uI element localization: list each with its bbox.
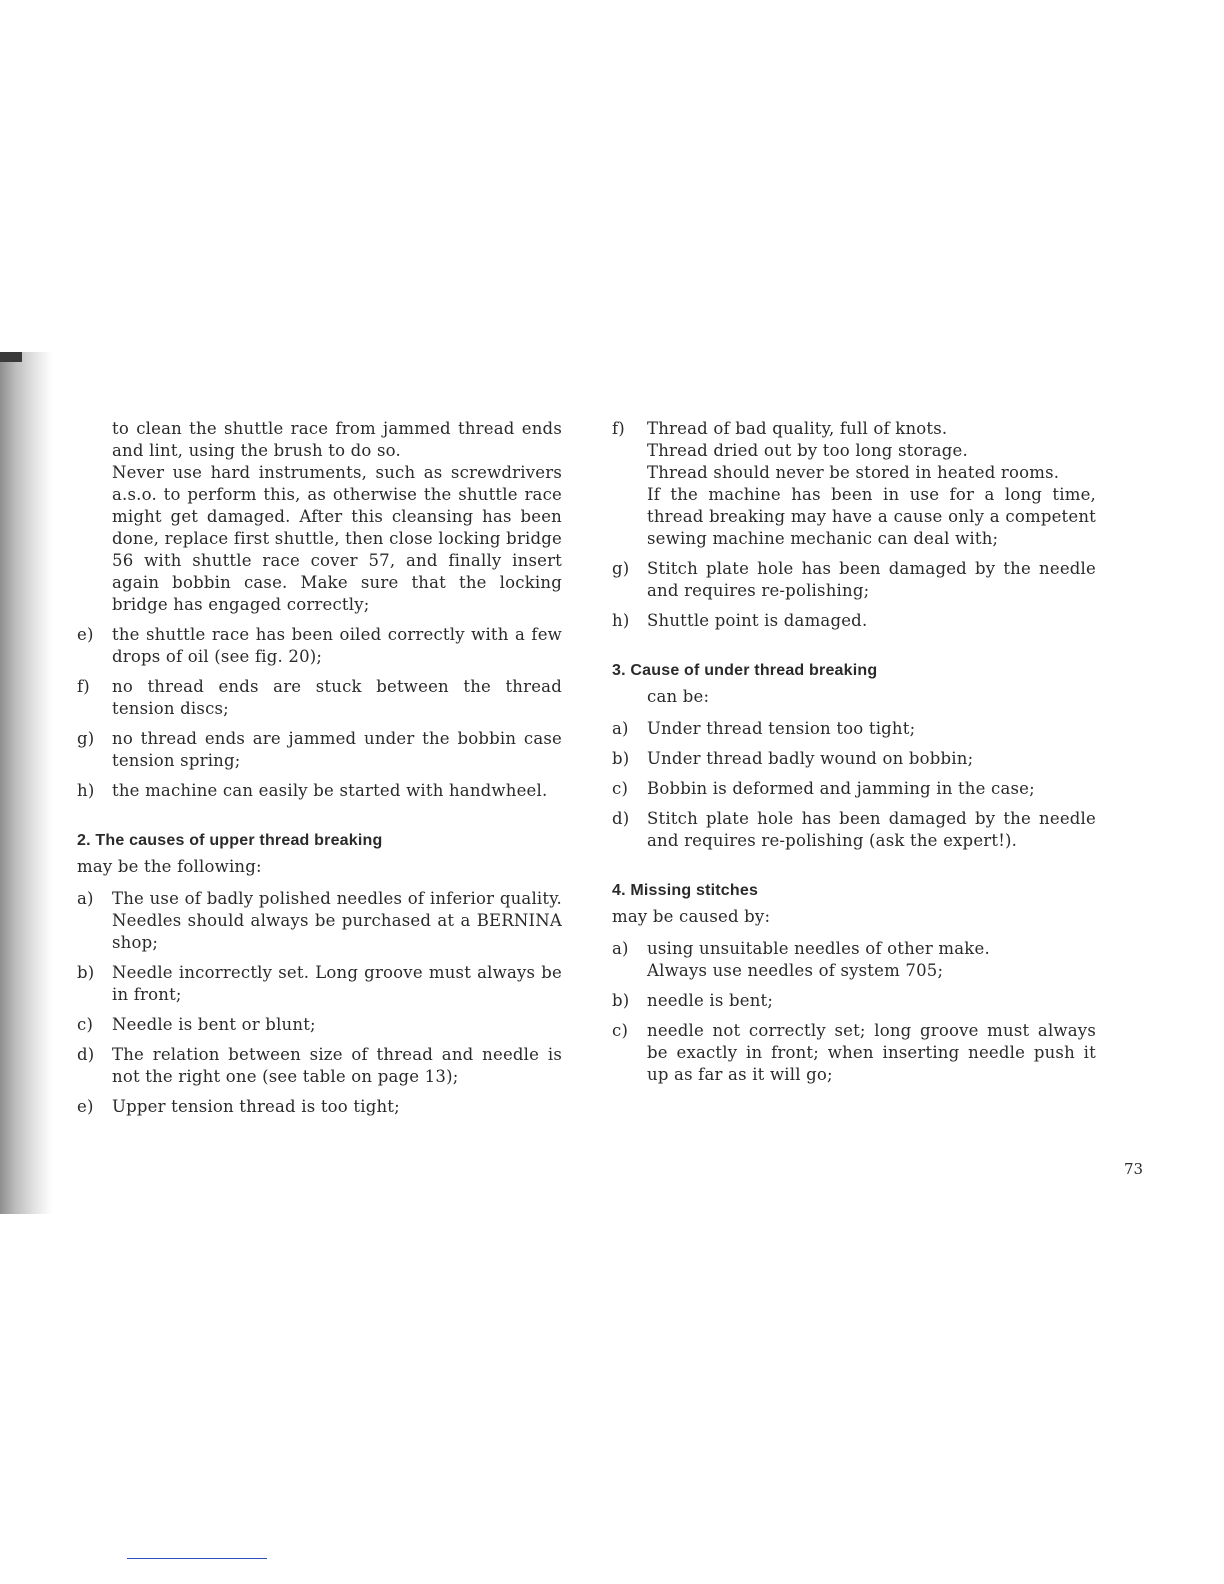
list-text-line: Thread of bad quality, full of knots. [647,419,948,438]
list-item-c [612,1020,1096,1086]
footer-rule [127,1558,267,1559]
list-text: Needle incorrectly set. Long groove must always be in front; [112,963,562,1004]
page-spine-shadow [0,352,52,1214]
list-marker: f) [612,419,625,438]
list-item-a [612,718,1096,740]
list-text: The use of badly polished needles of inferior quality. Needles should always be purchased at a BERNINA shop; [112,889,562,952]
list-text-line: using unsuitable needles of other make. [647,939,990,958]
list-marker: d) [77,1045,95,1064]
list-marker: c) [612,779,629,798]
list-text: needle is bent; [647,991,774,1010]
list-marker: c) [77,1015,94,1034]
list-text: Stitch plate hole has been damaged by the needle and requires re-polishing; [647,559,1096,600]
list-text: Upper tension thread is too tight; [112,1097,400,1116]
list-text: needle not correctly set; long groove must always be exactly in front; when inserting needle push it up as far as it will go; [647,1021,1096,1084]
list-item-d [77,1044,562,1088]
list-item-f [612,418,1096,550]
list-text [647,418,1096,550]
list-item-g [612,558,1096,602]
section-heading-under-thread: 3. Cause of under thread breaking [612,662,878,679]
list-text-line: If the machine has been in use for a long time, thread breaking may have a cause only a competent sewing machine mechanic can deal with; [647,485,1096,548]
list-item-c [77,1014,562,1036]
list-text: Shuttle point is damaged. [647,611,868,630]
section-intro: can be: [647,687,710,706]
continuation-paragraph-1: to clean the shuttle race from jammed thread ends and lint, using the brush to do so. [112,419,562,460]
continuation-paragraph-2: Never use hard instruments, such as screwdrivers a.s.o. to perform this, as otherwise the shuttle race might get damaged. After this cleansing has been done, replace first shuttle, then close locking bridge 56 with shuttle race cover 57, and finally insert again bobbin case. Make sure that the locking bridge has engaged correctly; [112,463,562,614]
list-item-e [77,1096,562,1118]
list-item-d [612,808,1096,852]
list-text [647,938,1096,982]
list-item-b [77,962,562,1006]
list-marker: b) [612,749,630,768]
list-text-line: Always use needles of system 705; [647,961,944,980]
list-text: Under thread tension too tight; [647,719,916,738]
section-heading-missing-stitches: 4. Missing stitches [612,882,759,899]
list-item-f [77,676,562,720]
list-marker: b) [612,991,630,1010]
left-column [77,418,562,1126]
list-item-b [612,748,1096,770]
list-text-line: Thread should never be stored in heated rooms. [647,463,1060,482]
section-intro: may be the following: [77,857,262,876]
list-marker: e) [77,625,94,644]
list-marker: h) [77,781,95,800]
list-item-h [612,610,1096,632]
list-marker: g) [612,559,630,578]
spine-notch [0,352,22,362]
list-text: Bobbin is deformed and jamming in the case; [647,779,1035,798]
list-item-h [77,780,562,802]
list-item-b [612,990,1096,1012]
list-text: no thread ends are stuck between the thread tension discs; [112,677,562,718]
list-marker: d) [612,809,630,828]
list-marker: g) [77,729,95,748]
list-marker: e) [77,1097,94,1116]
list-marker: a) [77,889,94,908]
list-item-e [77,624,562,668]
list-item-c [612,778,1096,800]
section-heading-upper-thread: 2. The causes of upper thread breaking [77,832,383,849]
list-item-g [77,728,562,772]
list-marker: f) [77,677,90,696]
list-item-a [612,938,1096,982]
right-column [612,418,1096,1094]
list-marker: c) [612,1021,629,1040]
list-marker: h) [612,611,630,630]
list-text: Under thread badly wound on bobbin; [647,749,974,768]
list-text-line: Thread dried out by too long storage. [647,441,968,460]
list-item-a [77,888,562,954]
page-number: 73 [1124,1160,1144,1178]
list-text: Needle is bent or blunt; [112,1015,316,1034]
list-marker: b) [77,963,95,982]
list-marker: a) [612,719,629,738]
list-text: no thread ends are jammed under the bobbin case tension spring; [112,729,562,770]
list-text: Stitch plate hole has been damaged by the needle and requires re-polishing (ask the expert!). [647,809,1096,850]
list-text: The relation between size of thread and needle is not the right one (see table on page 13); [112,1045,562,1086]
list-text: the machine can easily be started with handwheel. [112,781,548,800]
list-marker: a) [612,939,629,958]
list-text: the shuttle race has been oiled correctly with a few drops of oil (see fig. 20); [112,625,562,666]
section-intro: may be caused by: [612,907,771,926]
